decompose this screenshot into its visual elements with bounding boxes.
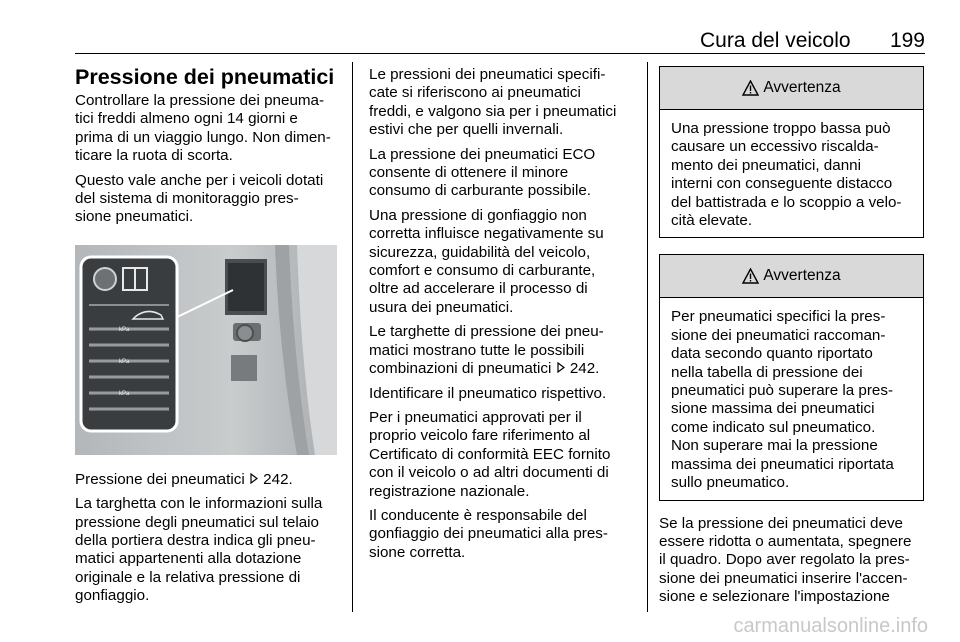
warning-box — [659, 66, 924, 238]
label-unit: kPa — [119, 326, 130, 333]
warning-title: Avvertenza — [660, 67, 923, 110]
paragraph: Una pressione di gonfiaggio non corretta influisce negativamente su sicurezza, guidabilità del veicolo, comfort e consumo di carburante, oltre ad accelerare il processo di usura dei pneumatici. — [369, 206, 604, 316]
page-reference[interactable]: 242. — [569, 360, 600, 378]
page-reference-icon — [556, 362, 566, 373]
watermark: carmanualsonline.info — [733, 615, 928, 637]
column-2 — [369, 66, 641, 568]
section-heading: Pressione dei pneumatici — [75, 65, 335, 89]
header-rule — [75, 53, 925, 54]
paragraph: La pressione dei pneumatici ECO consente di ottenere il minore consumo di carburante possibile. — [369, 145, 596, 200]
paragraph: Identificare il pneumatico rispettivo. — [369, 384, 607, 402]
warning-title: Avvertenza — [660, 255, 923, 298]
paragraph: Se la pressione dei pneumatici deve essere ridotta o aumentata, spegnere il quadro. Dopo aver regolato la pres- sione dei pneumatici inserire l'accen- sione e selezionare l'impostazione — [659, 514, 912, 606]
warning-text: Una pressione troppo bassa può causare un eccessivo riscalda- mento dei pneumatici, danni interni con conseguente distacco del battistrada e lo scoppio a velo- cità elevate. — [671, 120, 902, 230]
paragraph: Per i pneumatici approvati per il proprio veicolo fare riferimento al Certificato di conformità EEC fornito con il veicolo o ad altri documenti di registrazione nazionale. — [369, 408, 611, 500]
column-1 — [75, 64, 343, 612]
warning-triangle-icon — [742, 80, 759, 96]
section-title: Cura del veicolo — [700, 29, 851, 52]
column-divider-1 — [352, 62, 353, 612]
paragraph: La targhetta con le informazioni sulla pressione degli pneumatici sul telaio della portiera destra indica gli pneu- matici appartenenti alla dotazione originale e la relativa pressione di gonfiaggio. — [75, 495, 323, 605]
door-frame-illustration — [75, 245, 337, 455]
warning-triangle-icon — [742, 268, 759, 284]
page-reference[interactable]: 242. — [263, 470, 293, 488]
label-unit: kPa — [119, 358, 130, 365]
paragraph: Controllare la pressione dei pneuma- tici freddi almeno ogni 14 giorni e prima di un viaggio lungo. Non dimen- ticare la ruota di scorta. — [75, 92, 331, 165]
warning-text: Per pneumatici specifici la pres- sione dei pneumatici raccoman- data secondo quanto riportato nella tabella di pressione dei pneumatici può superare la pres- sione massima dei pneumatici come indicato sul pneumatico. Non superare mai la pressione massima dei pneumatici riportata sullo pneumatico. — [671, 308, 894, 492]
page-reference-icon — [249, 473, 259, 484]
paragraph: Questo vale anche per i veicoli dotati del sistema di monitoraggio pres- sione pneumatici. — [75, 171, 324, 226]
figure-caption: Pressione dei pneumatici 242. — [75, 470, 293, 488]
door-frame-photo — [75, 245, 337, 455]
column-3 — [659, 66, 924, 613]
column-divider-2 — [647, 62, 648, 612]
warning-box — [659, 254, 924, 500]
paragraph: Il conducente è responsabile del gonfiaggio dei pneumatici alla pres- sione corretta. — [369, 506, 608, 561]
paragraph: Le pressioni dei pneumatici specifi- cate si riferiscono ai pneumatici freddi, e valgono sia per i pneumatici estivi che per quelli invernali. — [369, 66, 617, 139]
paragraph: Le targhette di pressione dei pneu- matici mostrano tutte le possibili combinazioni di pneumatici 242. — [369, 323, 604, 378]
page-number: 199 — [889, 29, 925, 52]
label-unit: kPa — [119, 390, 130, 397]
